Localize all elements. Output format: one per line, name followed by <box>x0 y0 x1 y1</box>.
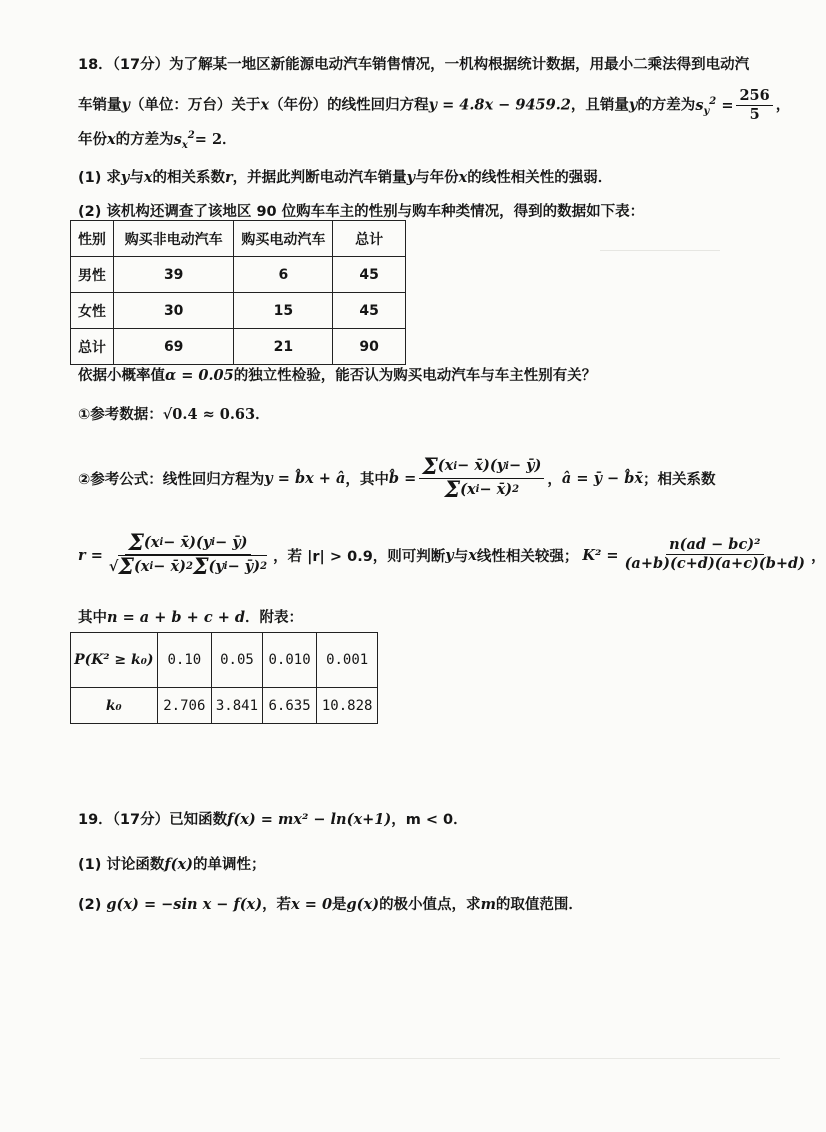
q19-part1: (1) 讨论函数f(x)的单调性； <box>78 856 266 873</box>
table-row: P(K² ≥ k₀) 0.10 0.05 0.010 0.001 <box>71 633 378 688</box>
table-row: 总计 69 21 90 <box>71 329 406 365</box>
q18-line3: 年份x的方差为$s_x^2= 2$． <box>78 130 237 151</box>
chi-square-formula: $\frac{\text{n(ad − bc)²}}{(a+b)(c+d)(a+c)(b+d)}$ <box>624 536 806 573</box>
q18-reference-formula: ②参考公式：线性回归方程为 y = b̂x + â ，其中 b̂ = Σ (x i − x̄)(y i − ȳ) Σ (x i − x̄) 2 ， â = ȳ − b̂x̄ ；相关系数 <box>78 453 716 503</box>
q18-test-question: 依据小概率值α = 0.05的独立性检验，能否认为购买电动汽车与车主性别有关？ <box>78 367 597 384</box>
q18-part2: (2) 该机构还调查了该地区 90 位购车车主的性别与购车种类情况，得到的数据如下表： <box>78 204 645 220</box>
variance-y-fraction: $\frac{256}{5}$ <box>736 88 772 123</box>
bleed-through-mark <box>600 250 720 251</box>
regression-equation: y = 4.8x − 9459.2 <box>428 96 571 114</box>
q18-reference-data: ①参考数据：√0.4 ≈ 0.63． <box>78 406 270 423</box>
q19-part2: (2) g(x) = −sin x − f(x)，若x = 0是g(x)的极小值点，求m的取值范围． <box>78 896 583 913</box>
q19-header: 19．（17分）已知函数f(x) = mx² − ln(x+1)，m < 0． <box>78 811 468 828</box>
q18-line2: 车销量y（单位：万台）关于x（年份）的线性回归方程y = 4.8x − 9459.2，且销量y的方差为$s_y^2$ = $\frac{256}{5}$ ， <box>78 87 791 123</box>
correlation-formula: Σ (x i − x̄)(y i − ȳ) √ Σ (x i − x̄) 2 Σ (y i − ȳ) 2 <box>108 530 268 580</box>
q18-header: 18．（17分）为了解某一地区新能源电动汽车销售情况，一机构根据统计数据，用最小二乘法得到电动汽 <box>78 57 750 73</box>
table-row: 女性 30 15 45 <box>71 293 406 329</box>
critical-value-table <box>70 632 378 724</box>
table-header-row: 性别 购买非电动汽车 购买电动汽车 总计 <box>71 221 406 257</box>
q18-correlation-formula: r = Σ (x i − x̄)(y i − ȳ) √ Σ (x i − x̄) 2 Σ (y i − ȳ) 2 ，若 |r| > 0.9，则可判断 y 与 x 线性相关较强； K² = $\frac{\text{n(ad − bc)²}}{(a+b)(c+d)(a+c)(b+d)}$ ， <box>78 530 826 580</box>
slope-formula: Σ (x i − x̄)(y i − ȳ) Σ (x i − x̄) 2 <box>419 456 544 501</box>
q18-part1: (1) 求y与x的相关系数r，并据此判断电动汽车销量y与年份x的线性相关性的强弱． <box>78 169 613 186</box>
q18-n-definition: 其中n = a + b + c + d．附表： <box>78 609 304 626</box>
bleed-through-line <box>140 1058 780 1059</box>
table-row: 男性 39 6 45 <box>71 257 406 293</box>
table-row: k₀ 2.706 3.841 6.635 10.828 <box>71 688 378 724</box>
contingency-table <box>70 220 406 365</box>
